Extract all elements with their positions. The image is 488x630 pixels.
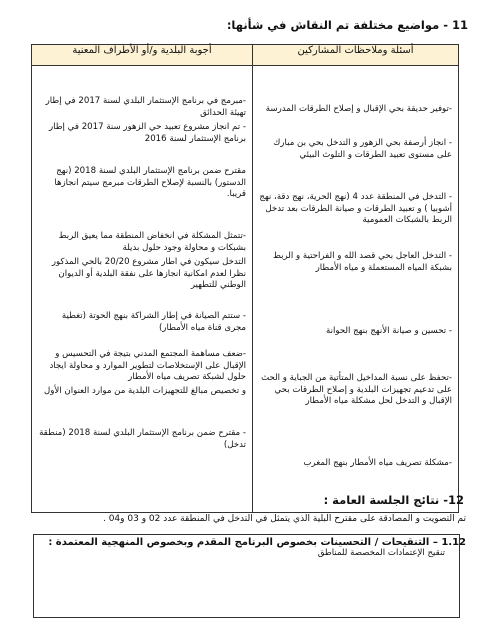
answers-header: أجوبة البلدية و/أو الأطراف المعنية xyxy=(32,45,253,66)
answer-item: -ضعف مساهمة المجتمع المدني بتيجة في التحسيس و الإقبال على الإستخلاصات لتطوير الموارد و محاولة ايجاد حلول لشبكة تصريف مياه الأمطار xyxy=(49,349,246,382)
table-body-row xyxy=(32,66,459,513)
answer-item: -تتمثل المشكلة في انخفاض المنطقة مما يعيق الربط بشبكات و محاولة وجود حلول بديلة xyxy=(58,231,246,253)
question-item: - التدخل في المنطقة عدد 4 (نهج الحرية، نهج دقة، نهج أشوبيا ) و تعبيد الطرقات و صيانة الطرقات بعد تدخل الربط بالشبكات العمومية xyxy=(259,192,452,225)
table-header-row xyxy=(32,45,459,66)
question-item: - التدخل العاجل بحي قصد الله و الفراحتية و الربط بشبكة المياه المستعملة و مياه الأمطار xyxy=(272,251,452,273)
revisions-text: تنقيح الإعتمادات المخصصة للمناطق xyxy=(317,548,445,558)
question-item: -توفير حديقة بحي الإقبال و إصلاح الطرقات المدرسة xyxy=(265,104,452,114)
section-11-heading: 11 - مواضيع مختلفة تم النقاش في شأنها: xyxy=(226,18,468,32)
questions-cell xyxy=(253,66,459,513)
answer-item: - مقترح ضمن برنامج الإستثمار البلدي لسنة 2018 (منطقة تدخل) xyxy=(39,428,246,450)
discussion-table xyxy=(31,44,459,513)
question-item: -مشكلة تصريف مياه الأمطار بنهج المغرب xyxy=(303,458,452,468)
answer-item: -مبرمج في برنامج الإستثمار البلدي لسنة 2017 في إطار تهيئة الحدائق xyxy=(45,96,246,118)
answers-cell xyxy=(32,66,253,513)
question-item: - تحسين و صيانة الأنهج بنهج الحوانة xyxy=(326,326,452,336)
section-1-12-heading: 1.12 – التنقيحات / التحسينات بخصوص البرنامج المقدم وبخصوص المنهجية المعتمدة : xyxy=(48,537,466,548)
questions-header: أسئلة وملاحظات المشاركين xyxy=(253,45,459,66)
question-item: -تحفظ على نسبة المداخيل المتأتية من الجباية و الحث على تدعيم تجهيزات البلدية و إصلاح الطرقات بحي الإقبال و التدخل لحل مشكلة مياه الأمطار xyxy=(261,373,452,406)
section-12-heading: 12- نتائج الجلسة العامة : xyxy=(323,493,464,507)
answer-item: - ستتم الصيانة في إطار الشراكة بنهج الحوتة (تغطية مجرى قناة مياه الأمطار) xyxy=(61,311,246,333)
answer-item: - تم انجاز مشروع تعبيد حي الزهور سنة 2017 في إطار برنامج الإستثمار لسنة 2016 xyxy=(48,122,246,144)
section-12-text: تم التصويت و المصادقة على مقترح البلية الذي يتمثل في التدخل في المنطقة عدد 02 و 03 و04 . xyxy=(102,514,466,524)
answer-item: التدخل سيكون في اطار مشروع 20/20 بالحي المذكور نظرا لعدم امكانية انجازها على نفقة البلدية أو الديوان الوطني للتطهير xyxy=(51,257,246,290)
answer-item: مقترح ضمن برنامج الإستثمار البلدي لسنة 2018 (نهج الدستور) بالنسبة لإصلاح الطرقات مبرمج سيتم انجازها قريبا. xyxy=(54,166,246,199)
answer-item: و تخصيص مبالغ للتجهيزات البلدية من موارد العنوان الأول xyxy=(44,386,246,396)
question-item: - انجاز أرصفة بحي الزهور و التدخل بحي بن مبارك على مستوى تعبيد الطرقات و التلوث البيئي xyxy=(273,138,452,160)
